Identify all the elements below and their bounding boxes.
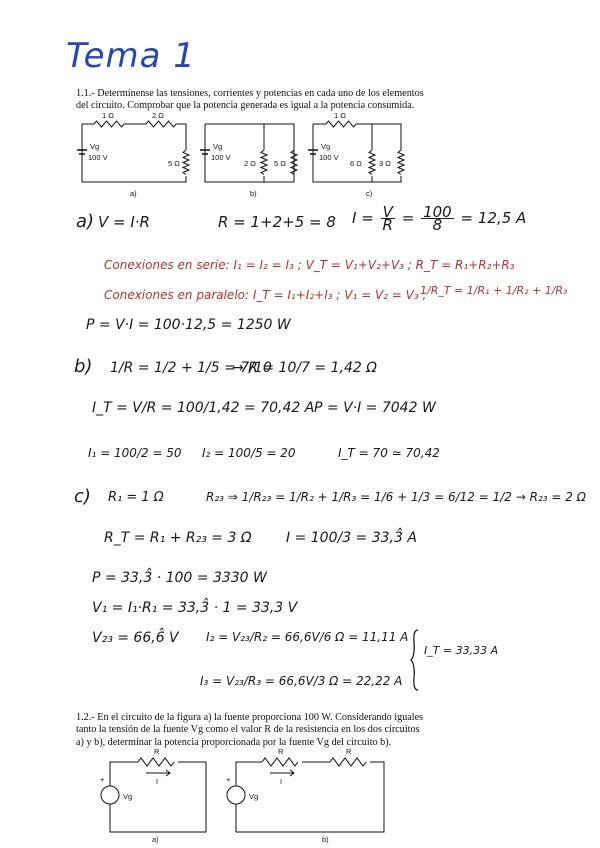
circuit-a-r1	[94, 121, 124, 127]
a-equivalent-resistance: R = 1+2+5 = 8	[218, 213, 336, 231]
svg-text:a): a)	[130, 189, 137, 198]
a-current: I = $\frac{V}{R}$ = $\frac{100}{8}$ = 12,5 A	[352, 203, 527, 234]
svg-text:R: R	[154, 748, 160, 756]
brace-icon	[410, 628, 422, 692]
b-equivalent-resistance: → R = 10/7 = 1,42 Ω	[232, 360, 377, 376]
p2-circuit-a-resistor	[138, 758, 174, 766]
c-r1: R₁ = 1 Ω	[108, 490, 164, 505]
p2-circuit-a-source	[101, 786, 119, 804]
circuit-b-r1	[261, 150, 267, 175]
svg-text:b): b)	[250, 189, 257, 198]
svg-text:5 Ω: 5 Ω	[168, 159, 180, 168]
svg-text:2 Ω: 2 Ω	[244, 159, 256, 168]
arrow-icon	[146, 770, 170, 776]
svg-text:Vg: Vg	[123, 792, 133, 801]
c-total-resistance: R_T = R₁ + R₂₃ = 3 Ω	[104, 530, 252, 546]
svg-text:+: +	[226, 775, 231, 784]
svg-text:a): a)	[152, 835, 159, 844]
svg-text:R: R	[278, 748, 284, 756]
svg-text:5 Ω: 5 Ω	[274, 159, 286, 168]
arrow-icon	[270, 770, 294, 776]
problem-1-circuits	[74, 110, 424, 200]
p2-circuit-b-source	[227, 786, 245, 804]
c-voltage-23: V₂₃ = 66,6̂ V	[92, 630, 179, 646]
circuit-c-r3	[398, 150, 404, 175]
svg-text:1 Ω: 1 Ω	[102, 111, 114, 120]
svg-text:Vg: Vg	[249, 792, 259, 801]
b-inverse-resistance: 1/R = 1/2 + 1/5 = 7/10	[110, 360, 272, 376]
c-r23: R₂₃ ⇒ 1/R₂₃ = 1/R₂ + 1/R₃ = 1/6 + 1/3 = 6/12 = 1/2 → R₂₃ = 2 Ω	[206, 490, 586, 504]
svg-text:+: +	[100, 775, 105, 784]
problem-1-text: 1.1.- Determínense las tensiones, corrientes y potencias en cada uno de los elementos del circuito. Comprobar que la potencia generada es igual a la potencia consumida.	[76, 88, 424, 112]
svg-text:100 V: 100 V	[319, 153, 339, 162]
c-total-current: I = 100/3 = 33,3̂ A	[286, 530, 417, 546]
c-power: P = 33,3̂ · 100 = 3330 W	[92, 570, 267, 586]
circuit-c-r2	[369, 150, 375, 175]
c-current-3: I₃ = V₂₃/R₃ = 66,6V/3 Ω = 22,22 A	[200, 674, 403, 688]
problem-2-text: 1.2.- En el circuito de la figura a) la fuente proporciona 100 W. Considerando iguales tanto la tensión de la fuente Vg como el valor R de la resistencia en los dos circuitos a) y b), determinar la potencia proporcionada por la fuente Vg del circuito b).	[76, 712, 424, 748]
b-current-check: I_T = 70 ≃ 70,42	[338, 446, 440, 460]
ohm-law: V = I·R	[98, 213, 150, 231]
p2-circuit-b-resistor-1	[262, 758, 298, 766]
a-power: P = V·I = 100·12,5 = 1250 W	[86, 317, 291, 333]
c-current-2: I₂ = V₂₃/R₂ = 66,6V/6 Ω = 11,11 A	[206, 630, 409, 644]
b-current-2: I₂ = 100/5 = 20	[202, 446, 296, 460]
svg-text:c): c)	[366, 189, 373, 198]
svg-text:b): b)	[322, 835, 329, 844]
svg-text:100 V: 100 V	[211, 153, 231, 162]
svg-text:1 Ω: 1 Ω	[334, 111, 346, 120]
p2-circuit-b-wires	[236, 762, 384, 832]
circuit-a-r2	[146, 121, 176, 127]
svg-text:3 Ω: 3 Ω	[379, 159, 391, 168]
part-c-label: c)	[74, 486, 91, 507]
svg-text:Vg: Vg	[213, 142, 223, 151]
svg-text:Vg: Vg	[321, 142, 331, 151]
page-title: Tema 1	[66, 36, 196, 76]
svg-text:6 Ω: 6 Ω	[350, 159, 362, 168]
svg-text:Vg: Vg	[90, 142, 100, 151]
b-total-current: I_T = V/R = 100/1,42 = 70,42 A	[92, 400, 315, 416]
serie-rule: Conexiones en serie: I₁ = I₂ = I₃ ; V_T = V₁+V₂+V₃ ; R_T = R₁+R₂+R₃	[104, 258, 515, 272]
svg-text:I: I	[156, 777, 159, 786]
svg-text:I: I	[280, 777, 283, 786]
paralelo-fraction: 1/R_T = 1/R₁ + 1/R₂ + 1/R₃	[420, 284, 568, 297]
b-current-1: I₁ = 100/2 = 50	[88, 446, 182, 460]
circuit-c-r1	[326, 121, 356, 127]
p2-circuit-b-resistor-2	[330, 758, 366, 766]
circuit-a-r3	[183, 150, 189, 175]
c-voltage-1: V₁ = I₁·R₁ = 33,3̂ · 1 = 33,3 V	[92, 600, 298, 616]
problem-2-circuits	[90, 748, 400, 844]
b-power: P = V·I = 7042 W	[314, 400, 436, 416]
c-total-current-sum: I_T = 33,33 A	[424, 644, 499, 657]
svg-text:2 Ω: 2 Ω	[152, 111, 164, 120]
svg-text:R: R	[346, 748, 352, 756]
svg-text:100 V: 100 V	[88, 153, 108, 162]
part-a-label: a)	[76, 211, 95, 232]
part-b-label: b)	[74, 356, 93, 377]
paralelo-rule: Conexiones en paralelo: I_T = I₁+I₂+I₃ ; V₁ = V₂ = V₃ ;	[104, 288, 427, 302]
